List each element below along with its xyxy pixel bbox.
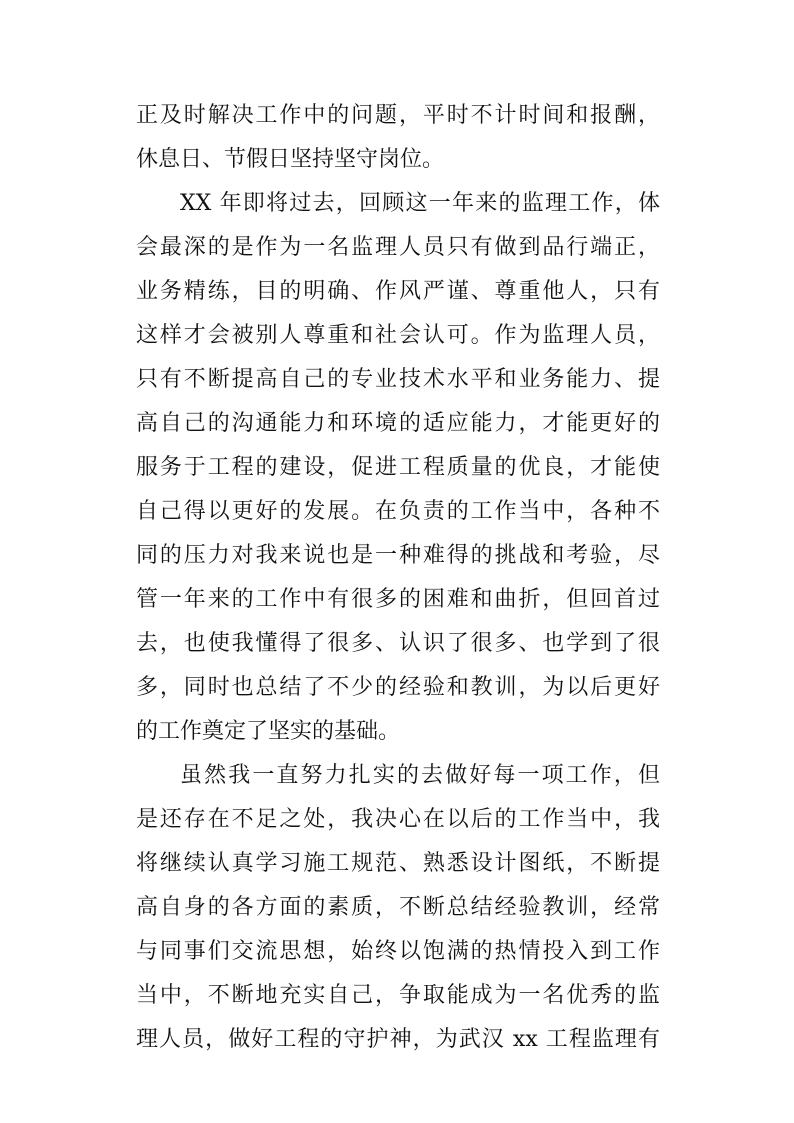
paragraph-3-line-7: 理人员，做好工程的守护神，为武汉 xx 工程监理有 [136,1027,660,1052]
paragraph-2-line-3: 业务精练，目的明确、作风严谨、尊重他人，只有 [136,279,660,304]
paragraph-2-line-11: 去，也使我懂得了很多、认识了很多、也学到了很 [136,631,660,656]
paragraph-2-line-13: 的工作奠定了坚实的基础。 [136,719,401,744]
paragraph-3-line-6: 当中，不断地充实自己，争取能成为一名优秀的监 [136,983,660,1008]
paragraph-2-line-7: 服务于工程的建设，促进工程质量的优良，才能使 [136,455,660,480]
paragraph-2-line-1: XX 年即将过去，回顾这一年来的监理工作，体 [180,191,660,216]
paragraph-3-line-5: 与同事们交流思想，始终以饱满的热情投入到工作 [136,939,660,964]
paragraph-2-line-10: 管一年来的工作中有很多的困难和曲折，但回首过 [136,587,660,612]
paragraph-2-line-4: 这样才会被别人尊重和社会认可。作为监理人员， [136,323,660,348]
paragraph-3-line-1: 虽然我一直努力扎实的去做好每一项工作，但 [180,763,660,788]
paragraph-3-line-2: 是还存在不足之处，我决心在以后的工作当中，我 [136,807,660,832]
paragraph-3-line-3: 将继续认真学习施工规范、熟悉设计图纸，不断提 [136,851,660,876]
paragraph-2-line-9: 同的压力对我来说也是一种难得的挑战和考验，尽 [136,543,660,568]
paragraph-2-line-6: 高自己的沟通能力和环境的适应能力，才能更好的 [136,411,660,436]
paragraph-2-line-5: 只有不断提高自己的专业技术水平和业务能力、提 [136,367,660,392]
paragraph-3-line-4: 高自身的各方面的素质，不断总结经验教训，经常 [136,895,660,920]
paragraph-2-line-8: 自己得以更好的发展。在负责的工作当中，各种不 [136,499,660,524]
paragraph-2-line-12: 多，同时也总结了不少的经验和教训，为以后更好 [136,675,660,700]
paragraph-1-line-1: 正及时解决工作中的问题，平时不计时间和报酬， [136,103,660,128]
paragraph-2-line-2: 会最深的是作为一名监理人员只有做到品行端正， [136,235,660,260]
paragraph-1-line-2: 休息日、节假日坚持坚守岗位。 [136,147,445,172]
